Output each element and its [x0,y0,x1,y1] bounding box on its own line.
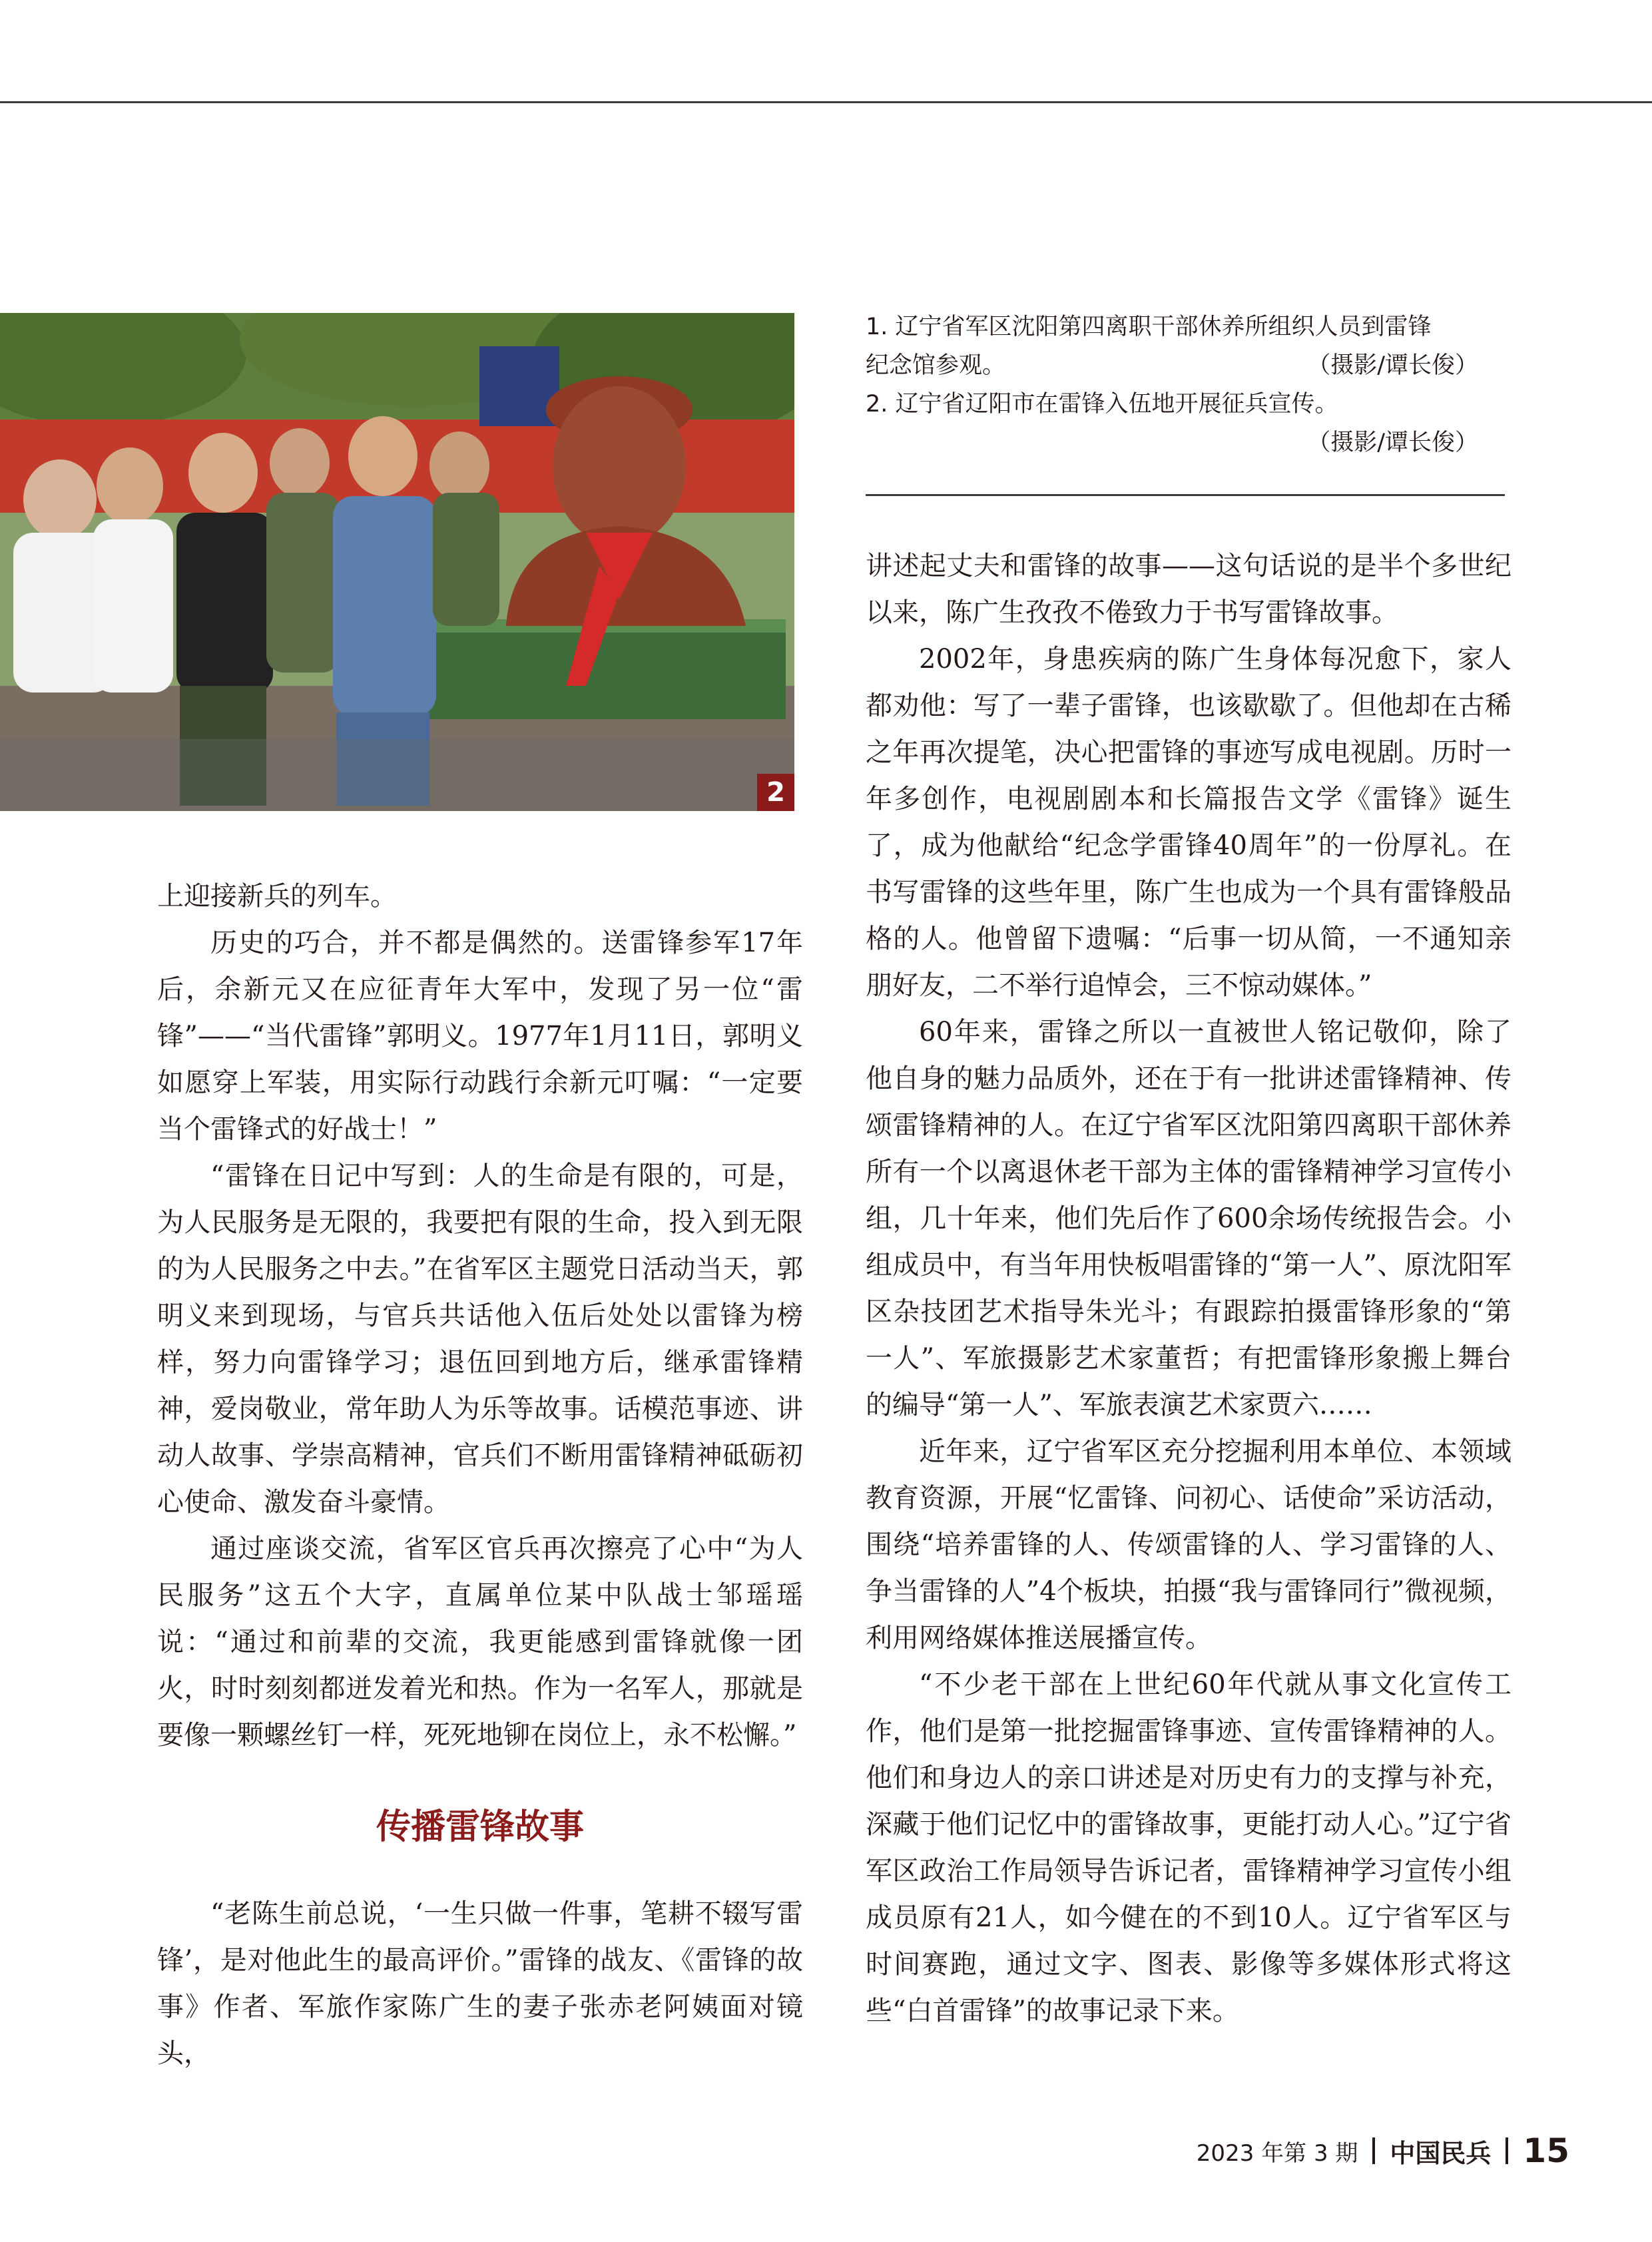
right-column [866,543,1512,2034]
right-paragraph-0: 讲述起丈夫和雷锋的故事——这句话说的是半个多世纪以来，陈广生孜孜不倦致力于书写雷锋故事。 [866,551,1512,628]
left-column [157,873,803,2077]
left-paragraph-4: “老陈生前总说，‘一生只做一件事，笔耕不辍写雷锋’，是对他此生的最高评价。”雷锋的战友、《雷锋的故事》作者、军旅作家陈广生的妻子张赤老阿姨面对镜头， [157,1898,803,2069]
caption-rule [866,494,1505,496]
right-paragraph-4: “不少老干部在上世纪60年代就从事文化宣传工作，他们是第一批挖掘雷锋事迹、宣传雷锋精神的人。他们和身边人的亲口讲述是对历史有力的支撑与补充，深藏于他们记忆中的雷锋故事，更能打动人心。”辽宁省军区政治工作局领导告诉记者，雷锋精神学习宣传小组成员原有21人，如今健在的不到10人。辽宁省军区与时间赛跑，通过文字、图表、影像等多媒体形式将这些“白首雷锋”的故事记录下来。 [866,1669,1512,2026]
caption-1-line-b-row [866,346,1505,385]
left-paragraph-0: 上迎接新兵的列车。 [157,881,397,912]
caption-1-line-b: 纪念馆参观。 [866,352,1006,379]
page-number: 15 [1523,2131,1569,2170]
right-paragraph-3: 近年来，辽宁省军区充分挖掘利用本单位、本领域教育资源，开展“忆雷锋、问初心、话使命”采访活动，围绕“培养雷锋的人、传颂雷锋的人、学习雷锋的人、争当雷锋的人”4个板块，拍摄“我与雷锋同行”微视频，利用网络媒体推送展播宣传。 [866,1436,1512,1653]
left-paragraph-2: “雷锋在日记中写到：人的生命是有限的，可是，为人民服务是无限的，我要把有限的生命，投入到无限的为人民服务之中去。”在省军区主题党日活动当天，郭明义来到现场，与官兵共话他入伍后处处以雷锋为榜样，努力向雷锋学习；退伍回到地方后，继承雷锋精神，爱岗敬业，常年助人为乐等故事。话模范事迹、讲动人故事、学崇高精神，官兵们不断用雷锋精神砥砺初心使命、激发奋斗豪情。 [157,1161,803,1518]
right-paragraph-1: 2002年，身患疾病的陈广生身体每况愈下，家人都劝他：写了一辈子雷锋，也该歇歇了。但他却在古稀之年再次提笔，决心把雷锋的事迹写成电视剧。历时一年多创作，电视剧剧本和长篇报告文学《雷锋》诞生了，成为他献给“纪念学雷锋40周年”的一份厚礼。在书写雷锋的这些年里，陈广生也成为一个具有雷锋般品格的人。他曾留下遗嘱：“后事一切从简，一不通知亲朋好友，二不举行追悼会，三不惊动媒体。” [866,644,1512,1001]
caption-1-credit: （摄影/谭长俊） [1307,352,1478,379]
footer-separator [1506,2137,1508,2164]
section-heading: 传播雷锋故事 [376,1807,584,1847]
page-footer [1197,2131,1569,2171]
caption-1-line-a: 1. 辽宁省军区沈阳第四离职干部休养所组织人员到雷锋 [866,314,1432,340]
left-paragraph-1: 历史的巧合，并不都是偶然的。送雷锋参军17年后，余新元又在应征青年大军中，发现了另一位“雷锋”——“当代雷锋”郭明义。1977年1月11日，郭明义如愿穿上军装，用实际行动践行余新元叮嘱：“一定要当个雷锋式的好战士！” [157,928,803,1145]
caption-2-credit: （摄影/谭长俊） [1307,429,1478,456]
photo-illustration [0,313,794,811]
right-paragraph-2: 60年来，雷锋之所以一直被世人铭记敬仰，除了他自身的魅力品质外，还在于有一批讲述雷锋精神、传颂雷锋精神的人。在辽宁省军区沈阳第四离职干部休养所有一个以离退休老干部为主体的雷锋精神学习宣传小组，几十年来，他们先后作了600余场传统报告会。小组成员中，有当年用快板唱雷锋的“第一人”、原沈阳军区杂技团艺术指导朱光斗；有跟踪拍摄雷锋形象的“第一人”、军旅摄影艺术家董哲；有把雷锋形象搬上舞台的编导“第一人”、军旅表演艺术家贾六…… [866,1017,1512,1420]
photo-number-badge: 2 [757,774,794,811]
photo-captions [866,308,1505,462]
photo-image [0,313,794,811]
caption-2: 2. 辽宁省辽阳市在雷锋入伍地开展征兵宣传。 [866,391,1338,418]
top-rule [0,101,1652,103]
footer-issue: 2023 年第 3 期 [1196,2139,1358,2167]
footer-separator [1372,2137,1375,2164]
left-paragraph-3: 通过座谈交流，省军区官兵再次擦亮了心中“为人民服务”这五个大字，直属单位某中队战士邹瑶瑶说：“通过和前辈的交流，我更能感到雷锋就像一团火，时时刻刻都迸发着光和热。作为一名军人，那就是要像一颗螺丝钉一样，死死地铆在岗位上，永不松懈。” [157,1534,803,1751]
footer-magazine-name: 中国民兵 [1390,2138,1492,2168]
